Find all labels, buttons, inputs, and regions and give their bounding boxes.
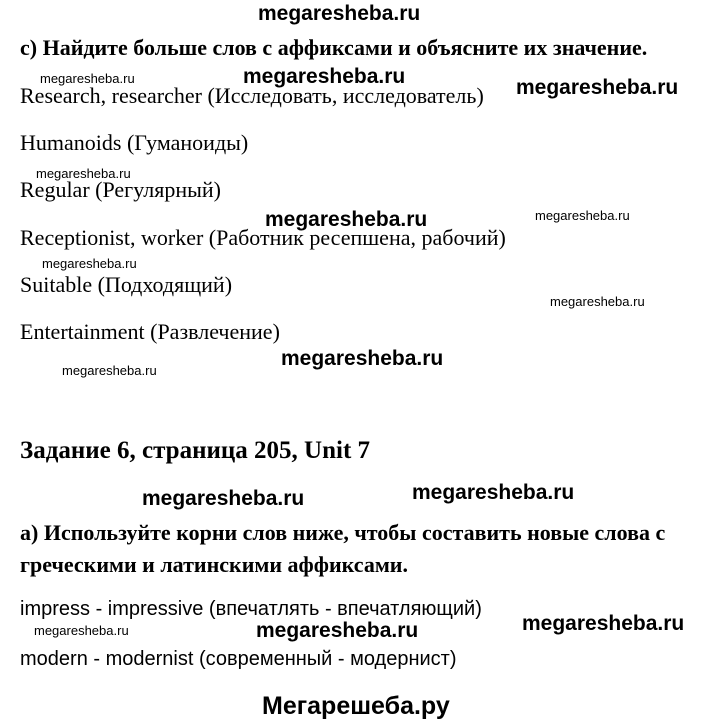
watermark: megaresheba.ru (535, 208, 630, 223)
task-title: Задание 6, страница 205, Unit 7 (20, 437, 371, 464)
watermark: megaresheba.ru (62, 363, 157, 378)
footer-brand: Мегарешеба.ру (262, 692, 450, 720)
list-item: Humanoids (Гуманоиды) (20, 130, 249, 155)
list-item: Regular (Регулярный) (20, 177, 221, 202)
list-item: modern - modernist (современный - модернист) (20, 648, 457, 670)
watermark: megaresheba.ru (412, 481, 575, 504)
watermark: megaresheba.ru (281, 347, 444, 370)
watermark: megaresheba.ru (142, 487, 305, 510)
watermark: megaresheba.ru (265, 208, 428, 231)
list-item: Entertainment (Развлечение) (20, 319, 280, 344)
watermark: megaresheba.ru (40, 71, 135, 86)
watermark: megaresheba.ru (550, 294, 645, 309)
watermark: megaresheba.ru (36, 166, 131, 181)
watermark: megaresheba.ru (522, 612, 685, 635)
list-item: Receptionist, worker (Работник ресепшена, рабочий) (20, 225, 506, 250)
watermark: megaresheba.ru (42, 256, 137, 271)
watermark: megaresheba.ru (243, 65, 406, 88)
task-instruction: a) Используйте корни слов ниже, чтобы составить новые слова с (20, 520, 666, 545)
list-item: impress - impressive (впечатлять - впечатляющий) (20, 598, 482, 620)
watermark: megaresheba.ru (258, 2, 421, 25)
task-instruction: греческими и латинскими аффиксами. (20, 552, 408, 577)
watermark: megaresheba.ru (34, 623, 129, 638)
watermark: megaresheba.ru (516, 76, 679, 99)
section-c-heading: c) Найдите больше слов с аффиксами и объясните их значение. (20, 35, 648, 60)
watermark: megaresheba.ru (256, 619, 419, 642)
list-item: Research, researcher (Исследовать, исследователь) (20, 83, 484, 108)
list-item: Suitable (Подходящий) (20, 272, 233, 297)
